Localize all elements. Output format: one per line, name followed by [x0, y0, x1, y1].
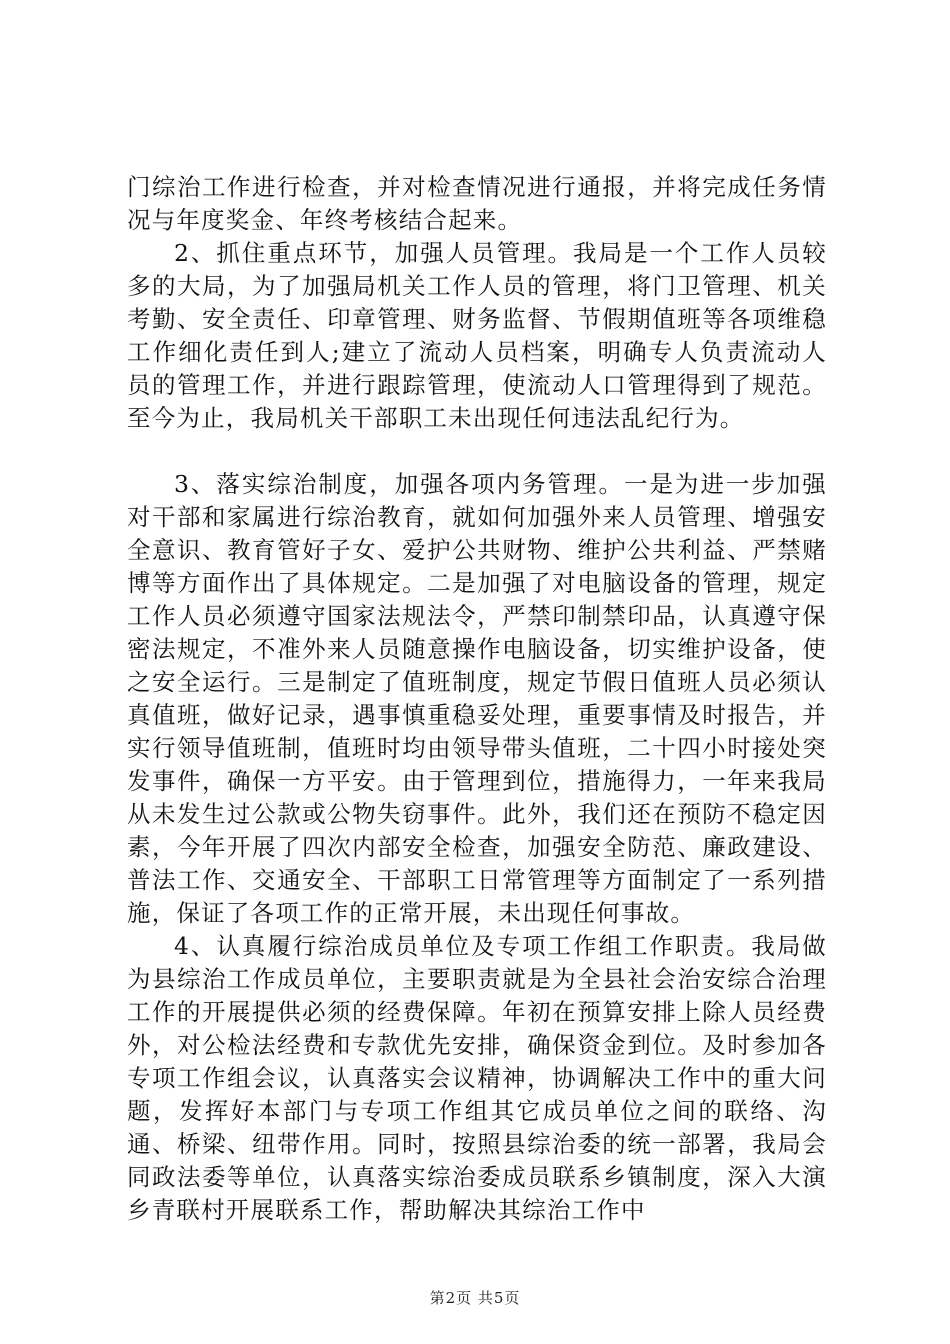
- document-body: [127, 171, 827, 1227]
- paragraph-continuation: 门综治工作进行检查，并对检查情况进行通报，并将完成任务情况与年度奖金、年终考核结合起来。: [127, 173, 827, 234]
- paragraph-item-4: 4、认真履行综治成员单位及专项工作组工作职责。我局做为县综治工作成员单位，主要职责就是为全县社会治安综合治理工作的开展提供必须的经费保障。年初在预算安排上除人员经费外，对公检法经费和专款优先安排，确保资金到位。及时参加各专项工作组会议，认真落实会议精神，协调解决工作中的重大问题，发挥好本部门与专项工作组其它成员单位之间的联络、沟通、桥梁、纽带作用。同时，按照县综治委的统一部署，我局会同政法委等单位，认真落实综治委成员联系乡镇制度，深入大演乡青联村开展联系工作，帮助解决其综治工作中: [127, 932, 827, 1224]
- paragraph-spacer: [127, 435, 827, 468]
- paragraph-item-3: 3、落实综治制度，加强各项内务管理。一是为进一步加强对干部和家属进行综治教育，就如何加强外来人员管理、增强安全意识、教育管好子女、爱护公共财物、维护公共利益、严禁赌博等方面作出了具体规定。二是加强了对电脑设备的管理，规定工作人员必须遵守国家法规法令，严禁印制禁印品，认真遵守保密法规定，不准外来人员随意操作电脑设备，切实维护设备，使之安全运行。三是制定了值班制度，规定节假日值班人员必须认真值班，做好记录，遇事慎重稳妥处理，重要事情及时报告，并实行领导值班制，值班时均由领导带头值班，二十四小时接处突发事件，确保一方平安。由于管理到位，措施得力，一年来我局从未发生过公款或公物失窃事件。此外，我们还在预防不稳定因素，今年开展了四次内部安全检查，加强安全防范、廉政建设、普法工作、交通安全、干部职工日常管理等方面制定了一系列措施，保证了各项工作的正常开展，未出现任何事故。: [127, 470, 827, 927]
- paragraph-item-2: 2、抓住重点环节，加强人员管理。我局是一个工作人员较多的大局，为了加强局机关工作人员的管理，将门卫管理、机关考勤、安全责任、印章管理、财务监督、节假期值班等各项维稳工作细化责任到人;建立了流动人员档案，明确专人负责流动人员的管理工作，并进行跟踪管理，使流动人口管理得到了规范。至今为止，我局机关干部职工未出现任何违法乱纪行为。: [127, 239, 827, 432]
- page-footer: 第2页 共5页: [429, 1289, 521, 1307]
